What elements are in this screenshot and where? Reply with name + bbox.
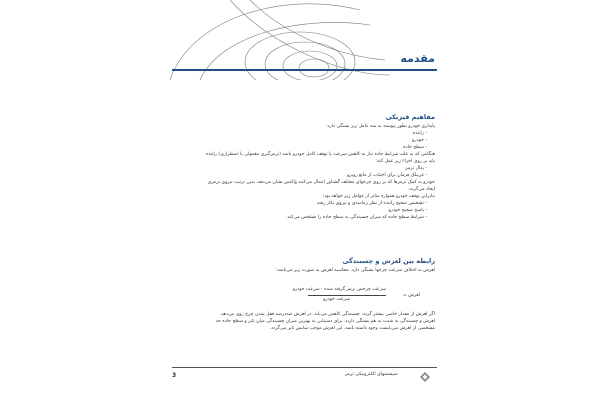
list-item: - غربیلک فرمان برای اجتناب از مانع روبرو [347, 173, 427, 178]
list-item: - پدال ترمز [405, 166, 427, 171]
decorative-swirl-graphic [130, 0, 390, 80]
paragraph-line: بنابراین توقف خودرو همواره متاثر از عوامل زیر خواهد بود: [322, 194, 435, 199]
formula-numerator: سرعت چرخش ترمز گرفته شده - سرعت خودرو [292, 287, 386, 292]
paragraph-line: خودرو به کمک ترمزها که بر روی چرخهای مختلف گشتاور اعمال می‌کنند واکنش نشان می‌دهد، بدین ترتیب نیروی ترمزی [207, 180, 435, 185]
paragraph-line: پایداری خودرو بطور پیوسته به سه عامل زیر بستگی دارد: [325, 124, 435, 129]
fraction-bar [308, 295, 386, 296]
slip-formula [220, 287, 420, 309]
section-slip-adhesion-body [160, 311, 435, 332]
list-item: - سطح جاده [403, 145, 427, 150]
paragraph-line: باید بر روی اجزاء زیر عمل کند: [375, 159, 435, 164]
paragraph-line: هنگامی که به علت شرایط جاده نیاز به کاهش سرعت یا توقف کامل خودرو باشد (ترمزگیری معمولی یا اضطراری) راننده [205, 152, 435, 157]
section-slip-adhesion [160, 257, 435, 274]
paragraph-line: مشخصی از لغزش می‌بایست وجود داشته باشد. این لغزش موجب سایش تایر می‌گردد. [269, 326, 435, 331]
list-item: - پاسخ صحیح خودرو [388, 208, 427, 213]
section-heading: مفاهیم فیزیکی [385, 113, 435, 121]
formula-denominator: سرعت خودرو [323, 297, 350, 302]
list-item: - شرایط سطح جاده که میزان چسبندگی به سطح جاده را مشخص می‌کند. [286, 215, 427, 220]
paragraph-line: لغزش به اختلاف سرعت چرخها بستگی دارد. محاسبه لغزش به صورت زیر می‌باشد: [275, 268, 435, 273]
section-heading: رابطه بین لغزش و چسبندگی [342, 257, 435, 265]
list-item: - تشخیص صحیح راننده از نظر زمانبندی و نیروی بکار رفته [317, 201, 427, 206]
paragraph-line: ایجاد می‌گردد. [408, 187, 435, 192]
paragraph-line: اگر لغزش از مقدار خاصی بیشتر گردد، چسبندگی کاهش می‌یابد. در لغزش صددرصد قفل شدن چرخ روی می‌دهد. [219, 312, 435, 317]
footer-divider [172, 367, 437, 368]
brand-logo-icon [420, 372, 430, 382]
list-item: - راننده [412, 131, 427, 136]
page-number: 3 [172, 372, 177, 379]
formula-lhs: لغزش = [402, 293, 420, 298]
section-physical-concepts [160, 113, 435, 221]
list-item: - خودرو [412, 138, 427, 143]
paragraph-line: لغزش و چسبندگی به شدت به هم بستگی دارند. برای دستیابی به بهترین میزان چسبندگی میان تایر و سطح جاده حد [215, 319, 435, 324]
footer-title: سیستمهای الکترونیکی ترمز [345, 372, 398, 377]
header-divider [172, 69, 437, 71]
page-title: مقدمه [400, 52, 435, 65]
